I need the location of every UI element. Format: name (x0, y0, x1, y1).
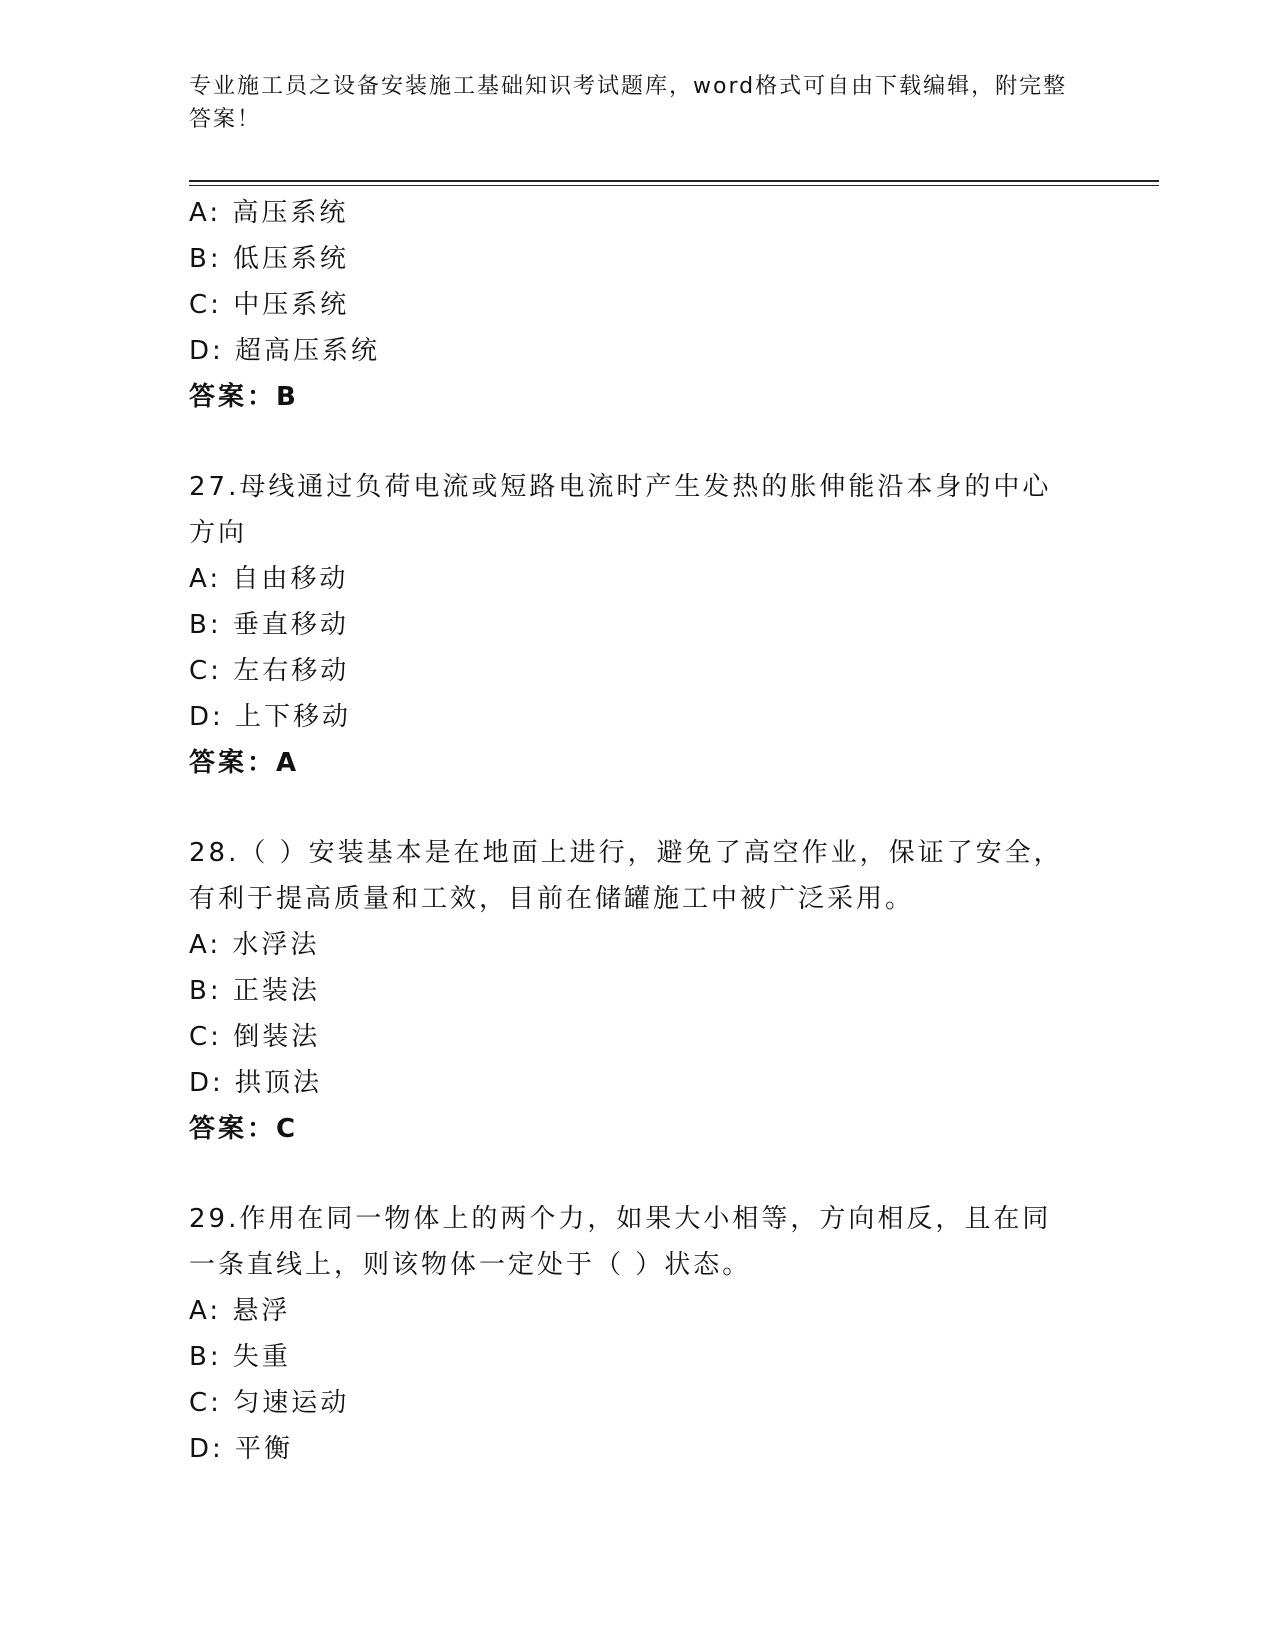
question-block (189, 1196, 1089, 1472)
option-b: B: 失重 (189, 1342, 291, 1372)
question-stem: 27.母线通过负荷电流或短路电流时产生发热的胀伸能沿本身的中心方向 (189, 472, 1052, 548)
answer-line: 答案：B (189, 382, 299, 412)
option-b: B: 垂直移动 (189, 610, 349, 640)
question-block (189, 464, 1089, 786)
question-stem: 28.（ ）安装基本是在地面上进行，避免了高空作业，保证了安全，有利于提高质量和工效，目前在储罐施工中被广泛采用。 (189, 838, 1063, 914)
option-b: B: 正装法 (189, 976, 320, 1006)
option-c: C: 中压系统 (189, 290, 350, 320)
header-divider-thin (189, 185, 1159, 186)
question-stem: 29.作用在同一物体上的两个力，如果大小相等，方向相反，且在同一条直线上，则该物体一定处于（ ）状态。 (189, 1204, 1052, 1280)
option-a: A: 高压系统 (189, 198, 349, 228)
header-divider-thick (189, 180, 1159, 182)
document-header: 专业施工员之设备安装施工基础知识考试题库，word格式可自由下载编辑，附完整答案！ (189, 74, 1068, 132)
option-c: C: 倒装法 (189, 1022, 321, 1052)
question-block (189, 190, 1089, 420)
question-block (189, 830, 1089, 1152)
option-c: C: 匀速运动 (189, 1388, 350, 1418)
option-c: C: 左右移动 (189, 656, 350, 686)
option-d: D: 上下移动 (189, 702, 352, 732)
option-d: D: 平衡 (189, 1434, 294, 1464)
question-list (189, 190, 1089, 1472)
option-a: A: 自由移动 (189, 564, 349, 594)
option-d: D: 超高压系统 (189, 336, 381, 366)
option-a: A: 悬浮 (189, 1296, 291, 1326)
answer-line: 答案：A (189, 748, 300, 778)
answer-line: 答案：C (189, 1114, 299, 1144)
option-b: B: 低压系统 (189, 244, 349, 274)
option-d: D: 拱顶法 (189, 1068, 323, 1098)
option-a: A: 水浮法 (189, 930, 320, 960)
